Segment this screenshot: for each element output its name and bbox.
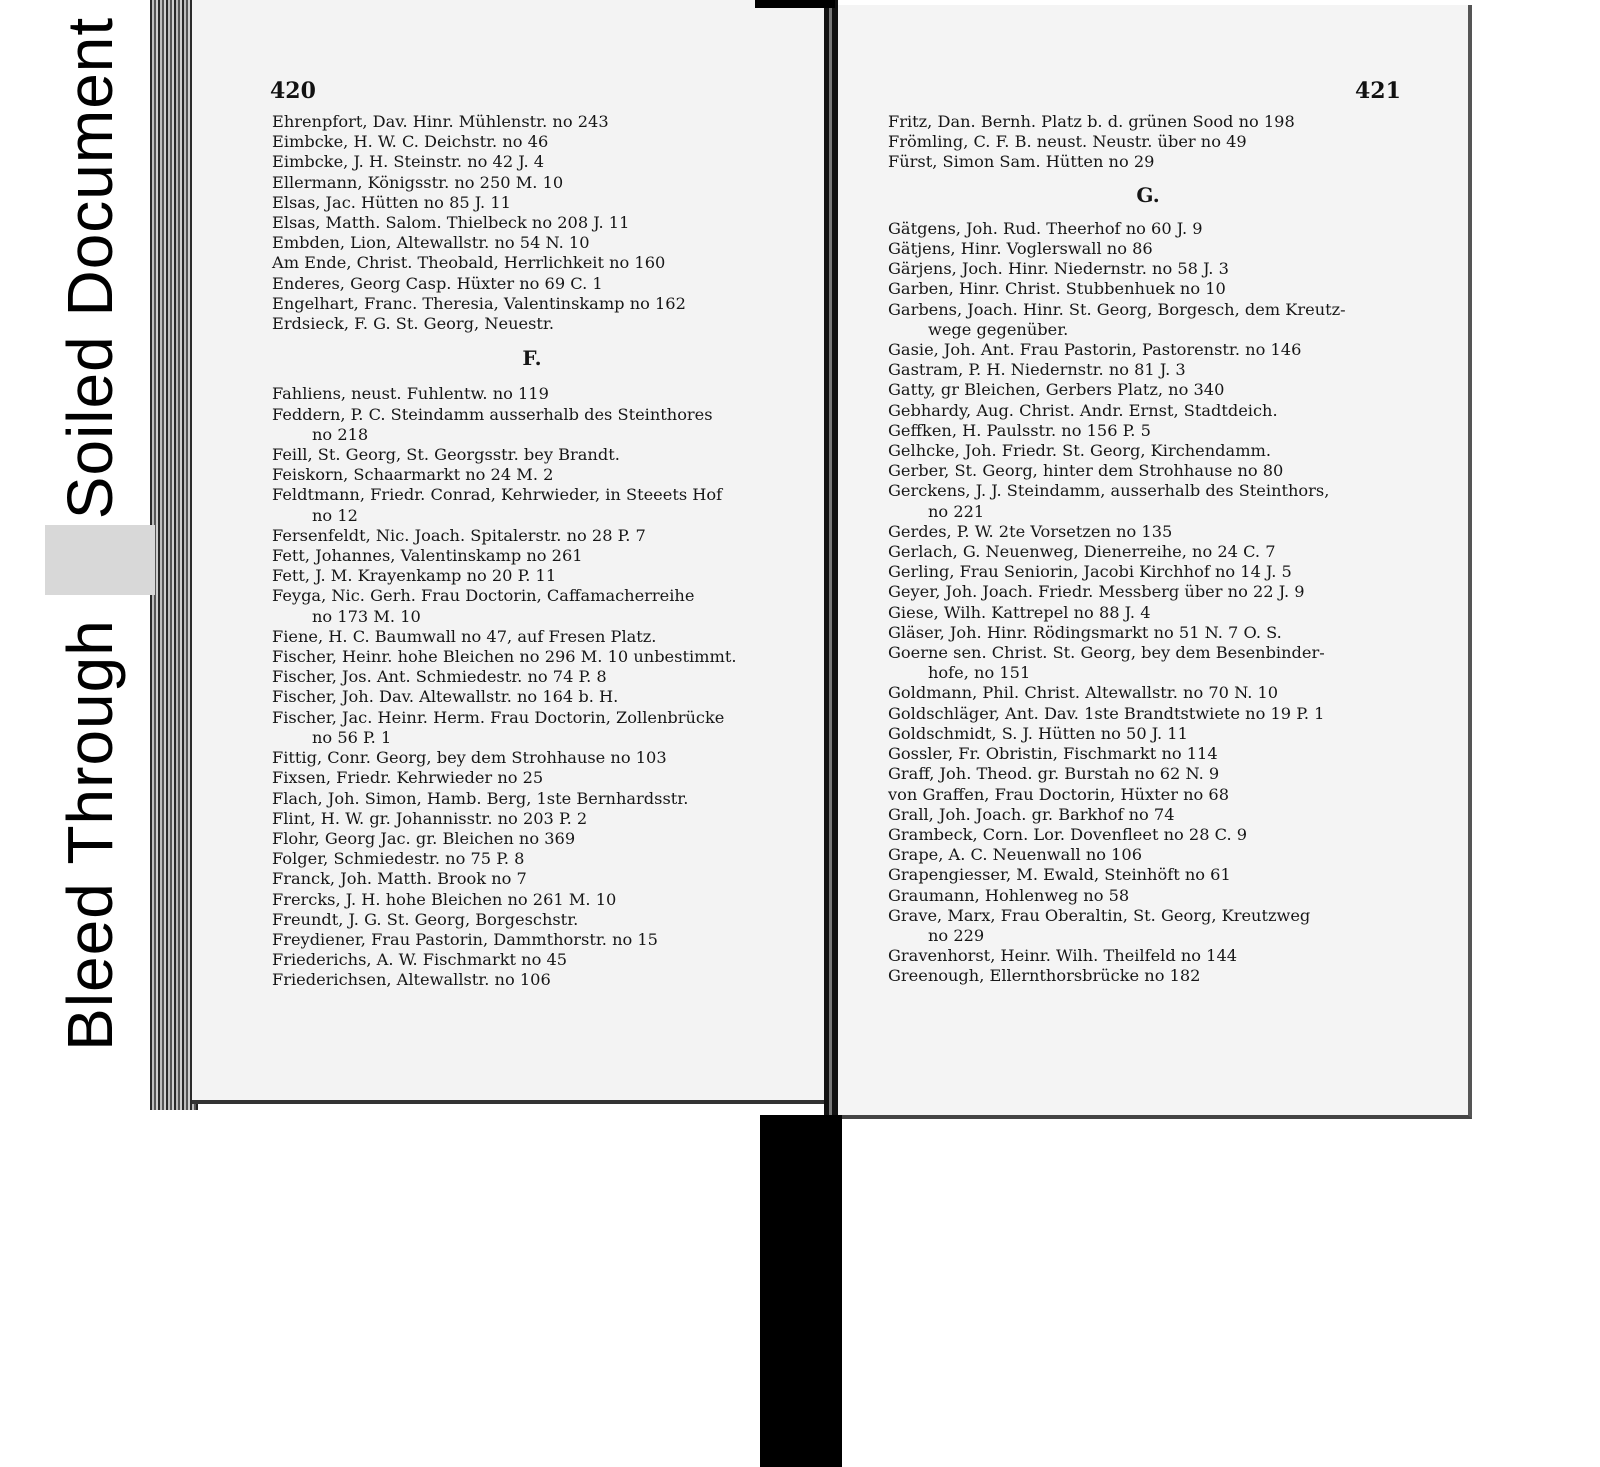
directory-entry: Feldtmann, Friedr. Conrad, Kehrwieder, in Steeets Hof — [272, 485, 723, 505]
directory-entry: Geffken, H. Paulsstr. no 156 P. 5 — [888, 420, 1151, 440]
directory-entry: Graff, Joh. Theod. gr. Burstah no 62 N. 9 — [888, 764, 1220, 784]
directory-entry: Gätjens, Hinr. Voglerswall no 86 — [888, 239, 1153, 259]
label-soiled-text: Soiled Document — [54, 16, 126, 519]
directory-entry: Enderes, Georg Casp. Hüxter no 69 C. 1 — [272, 273, 603, 293]
directory-entry: Fischer, Heinr. hohe Bleichen no 296 M. 10 unbestimmt. — [272, 647, 737, 667]
directory-entry: Grall, Joh. Joach. gr. Barkhof no 74 — [888, 804, 1175, 824]
directory-entry: Giese, Wilh. Kattrepel no 88 J. 4 — [888, 602, 1151, 622]
directory-entry-continuation: no 218 — [312, 424, 369, 444]
directory-entry: Goldschläger, Ant. Dav. 1ste Brandtstwiete no 19 P. 1 — [888, 703, 1325, 723]
label-soiled-document — [45, 10, 135, 525]
directory-entry: Fixsen, Friedr. Kehrwieder no 25 — [272, 768, 544, 788]
directory-entry: Geyer, Joh. Joach. Friedr. Messberg über no 22 J. 9 — [888, 582, 1305, 602]
directory-entry-continuation: no 229 — [928, 925, 985, 945]
directory-entry-continuation: hofe, no 151 — [928, 663, 1031, 683]
label-bleed-text: Bleed Through — [54, 619, 126, 1051]
directory-entry: von Graffen, Frau Doctorin, Hüxter no 68 — [888, 784, 1229, 804]
directory-entry: Feyga, Nic. Gerh. Frau Doctorin, Caffamacherreihe — [272, 586, 695, 606]
directory-entry: Fersenfeldt, Nic. Joach. Spitalerstr. no 28 P. 7 — [272, 525, 646, 545]
directory-entry: Eimbcke, J. H. Steinstr. no 42 J. 4 — [272, 152, 545, 172]
left-page-number: 420 — [270, 78, 316, 104]
directory-entry: Goerne sen. Christ. St. Georg, bey dem Besenbinder- — [888, 643, 1325, 663]
entries-g-section — [888, 219, 1408, 987]
directory-entry: Grambeck, Corn. Lor. Dovenfleet no 28 C. 9 — [888, 824, 1248, 844]
directory-entry: Gasie, Joh. Ant. Frau Pastorin, Pastorenstr. no 146 — [888, 340, 1302, 360]
directory-entry: Fiene, H. C. Baumwall no 47, auf Fresen Platz. — [272, 626, 657, 646]
directory-entry: Fischer, Joh. Dav. Altewallstr. no 164 b. H. — [272, 687, 619, 707]
directory-entry: Embden, Lion, Altewallstr. no 54 N. 10 — [272, 233, 590, 253]
directory-entry: Freydiener, Frau Pastorin, Dammthorstr. no 15 — [272, 929, 658, 949]
entries-f-section — [272, 384, 792, 990]
directory-entry: Gerckens, J. J. Steindamm, ausserhalb des Steinthors, — [888, 481, 1330, 501]
entries-e-section — [272, 112, 792, 334]
directory-entry: Fischer, Jac. Heinr. Herm. Frau Doctorin, Zollenbrücke — [272, 707, 725, 727]
directory-entry: Grave, Marx, Frau Oberaltin, St. Georg, Kreutzweg — [888, 905, 1311, 925]
directory-entry: Flint, H. W. gr. Johannisstr. no 203 P. 2 — [272, 808, 588, 828]
directory-entry: Gebhardy, Aug. Christ. Andr. Ernst, Stadtdeich. — [888, 400, 1278, 420]
directory-entry: Friederichsen, Altewallstr. no 106 — [272, 970, 551, 990]
directory-entry: Engelhart, Franc. Theresia, Valentinskamp no 162 — [272, 293, 686, 313]
directory-entry: Frercks, J. H. hohe Bleichen no 261 M. 10 — [272, 889, 617, 909]
directory-entry-continuation: no 56 P. 1 — [312, 727, 392, 747]
directory-entry: Gastram, P. H. Niedernstr. no 81 J. 3 — [888, 360, 1186, 380]
directory-entry: Gerling, Frau Seniorin, Jacobi Kirchhof no 14 J. 5 — [888, 562, 1292, 582]
directory-entry: Gätgens, Joh. Rud. Theerhof no 60 J. 9 — [888, 218, 1203, 238]
directory-entry-continuation: wege gegenüber. — [928, 319, 1069, 339]
bottom-gutter-shadow — [760, 1115, 842, 1467]
top-gutter-shadow — [755, 0, 835, 8]
directory-entry: Gerber, St. Georg, hinter dem Strohhause no 80 — [888, 461, 1284, 481]
directory-entry: Frömling, C. F. B. neust. Neustr. über no 49 — [888, 132, 1247, 152]
directory-entry: Ehrenpfort, Dav. Hinr. Mühlenstr. no 243 — [272, 112, 609, 131]
directory-entry: Goldmann, Phil. Christ. Altewallstr. no 70 N. 10 — [888, 683, 1279, 703]
directory-entry: Eimbcke, H. W. C. Deichstr. no 46 — [272, 132, 549, 152]
directory-entry: Erdsieck, F. G. St. Georg, Neuestr. — [272, 314, 554, 334]
directory-entry: Fett, J. M. Krayenkamp no 20 P. 11 — [272, 566, 557, 586]
directory-entry: Franck, Joh. Matth. Brook no 7 — [272, 869, 527, 889]
directory-entry: Fritz, Dan. Bernh. Platz b. d. grünen Sood no 198 — [888, 112, 1295, 131]
label-divider — [45, 525, 155, 595]
directory-entry: Grapengiesser, M. Ewald, Steinhöft no 61 — [888, 865, 1231, 885]
directory-entry: Grape, A. C. Neuenwall no 106 — [888, 845, 1143, 865]
directory-entry: Graumann, Hohlenweg no 58 — [888, 885, 1130, 905]
directory-entry: Friederichs, A. W. Fischmarkt no 45 — [272, 950, 568, 970]
directory-entry: Gatty, gr Bleichen, Gerbers Platz, no 340 — [888, 380, 1225, 400]
directory-entry: Fischer, Jos. Ant. Schmiedestr. no 74 P. 8 — [272, 667, 607, 687]
directory-entry: Feiskorn, Schaarmarkt no 24 M. 2 — [272, 465, 554, 485]
directory-entry: Feill, St. Georg, St. Georgsstr. bey Brandt. — [272, 445, 620, 465]
directory-entry: Fahliens, neust. Fuhlentw. no 119 — [272, 384, 549, 404]
directory-entry: Fittig, Conr. Georg, bey dem Strohhause no 103 — [272, 748, 667, 768]
directory-entry: Gerdes, P. W. 2te Vorsetzen no 135 — [888, 521, 1173, 541]
right-page-text — [888, 112, 1408, 987]
book-page-edges — [150, 0, 198, 1110]
directory-entry-continuation: no 173 M. 10 — [312, 606, 421, 626]
directory-entry: Elsas, Jac. Hütten no 85 J. 11 — [272, 192, 511, 212]
directory-entry: Gärjens, Joch. Hinr. Niedernstr. no 58 J. 3 — [888, 259, 1229, 279]
left-page-text — [272, 112, 792, 991]
section-letter-g: G. — [1136, 182, 1160, 207]
directory-entry: Garbens, Joach. Hinr. St. Georg, Borgesch, dem Kreutz- — [888, 299, 1346, 319]
book-gutter — [824, 0, 838, 1115]
directory-entry: Folger, Schmiedestr. no 75 P. 8 — [272, 849, 525, 869]
label-bleed-through — [45, 595, 135, 1075]
directory-entry: Goldschmidt, S. J. Hütten no 50 J. 11 — [888, 723, 1188, 743]
directory-entry-continuation: no 221 — [928, 501, 985, 521]
directory-entry: Fürst, Simon Sam. Hütten no 29 — [888, 152, 1155, 172]
directory-entry: Garben, Hinr. Christ. Stubbenhuek no 10 — [888, 279, 1226, 299]
right-page-number: 421 — [1355, 78, 1401, 104]
directory-entry: Ellermann, Königsstr. no 250 M. 10 — [272, 172, 564, 192]
directory-entry: Feddern, P. C. Steindamm ausserhalb des Steinthores — [272, 404, 713, 424]
directory-entry: Gläser, Joh. Hinr. Rödingsmarkt no 51 N. 7 O. S. — [888, 622, 1282, 642]
directory-entry: Gerlach, G. Neuenweg, Dienerreihe, no 24 C. 7 — [888, 542, 1276, 562]
directory-entry: Gravenhorst, Heinr. Wilh. Theilfeld no 144 — [888, 946, 1238, 966]
directory-entry: Freundt, J. G. St. Georg, Borgeschstr. — [272, 909, 579, 929]
directory-entry: Flach, Joh. Simon, Hamb. Berg, 1ste Bernhardsstr. — [272, 788, 689, 808]
directory-entry: Flohr, Georg Jac. gr. Bleichen no 369 — [272, 828, 576, 848]
directory-entry: Gossler, Fr. Obristin, Fischmarkt no 114 — [888, 744, 1218, 764]
directory-entry: Elsas, Matth. Salom. Thielbeck no 208 J. 11 — [272, 213, 630, 233]
directory-entry: Fett, Johannes, Valentinskamp no 261 — [272, 546, 583, 566]
directory-entry: Greenough, Ellernthorsbrücke no 182 — [888, 966, 1201, 986]
directory-entry: Am Ende, Christ. Theobald, Herrlichkeit no 160 — [272, 253, 666, 273]
directory-entry: Gelhcke, Joh. Friedr. St. Georg, Kirchendamm. — [888, 441, 1272, 461]
section-letter-f: F. — [522, 346, 542, 371]
directory-entry-continuation: no 12 — [312, 505, 358, 525]
entries-f-continued — [888, 112, 1408, 173]
